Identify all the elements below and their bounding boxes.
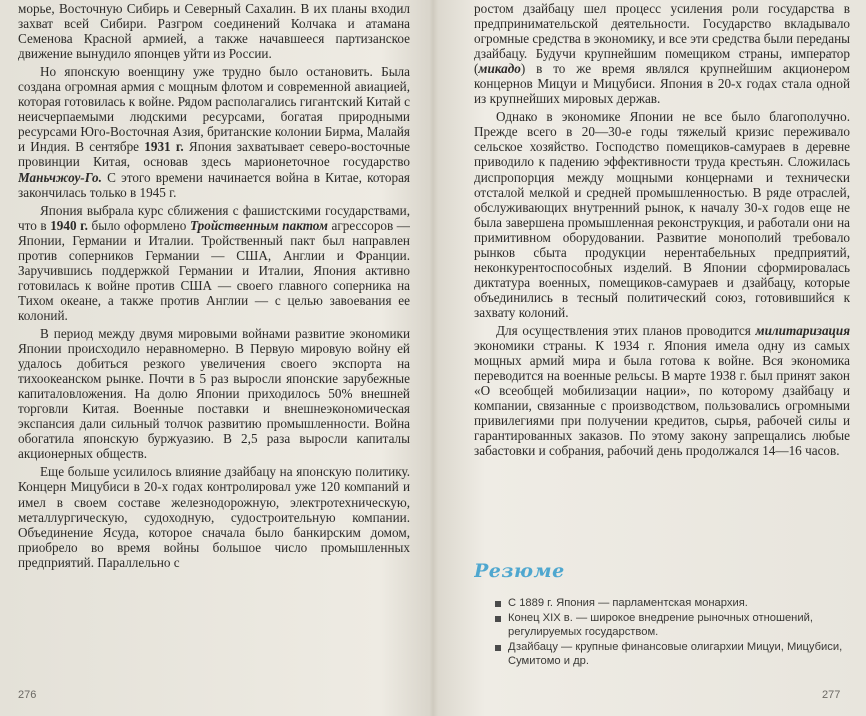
right-page bbox=[474, 0, 850, 716]
year-highlight: 1940 г. bbox=[50, 217, 88, 233]
paragraph: Япония выбрала курс сближения с фашистскими государствами, что в 1940 г. было оформлено Тройственным пактом агрессоров — Японии, Германии и Италии. Тройственный пакт был направлен против соперников Германии — США, Англии и Франции. Заручившись поддержкой Германии и Италии, Япония активно готовилась к войне против США — своего главного соперника на Тихом океане, а также против Англии — с целью завоевания ее колоний. bbox=[18, 202, 410, 323]
year-highlight: 1931 г. bbox=[144, 139, 184, 155]
resume-heading: Резюме bbox=[474, 560, 565, 582]
paragraph: Однако в экономике Японии не все было благополучно. Прежде всего в 20—30-е годы тяжелый кризис переживало сельское хозяйство. Господство помещиков-самураев в деревне приводило к падению эффективности труда крестьян. Сложилась диспропорция между мощными концернами и технически отсталой мелкой и средней промышленностью. В ряде отраслей, обслуживающих внутренний рынок, к началу 30-х годов еще не была завершена промышленная реконструкция, и работали они на примитивном оборудовании. Развитие монополий требовало рынков сбыта продукции нерентабельных предприятий, неконкурентоспособных изделий. В Японии сформировалась диктатура военных, помещиков-самураев и дзайбацу, которые объединились в тесный политический союз, готовившийся к захвату колоний. bbox=[474, 109, 850, 320]
page-number-left: 276 bbox=[18, 689, 37, 701]
paragraph: морье, Восточную Сибирь и Северный Сахалин. В их планы входил захват всей Сибири. Разгром соединений Колчака и атамана Семенова Красной армией, а также начавшееся партизанское движение вынудило японцев уйти из России. bbox=[18, 1, 410, 62]
resume-item: Конец XIX в. — широкое внедрение рыночных отношений, регулируемых государством. bbox=[494, 612, 844, 639]
paragraph: ростом дзайбацу шел процесс усиления роли государства в предпринимательской деятельности. Государство вкладывало огромные средства в экономику, и все эти средства были переданы дзайбацу. Будучи крупнейшим помещиком страны, император (микадо) в то же время являлся крупнейшим акционером концернов Мицуи и Мицубиси. Япония в 20-х годах стала одной из крупнейших мировых держав. bbox=[474, 1, 850, 107]
paragraph: В период между двумя мировыми войнами развитие экономики Японии происходило неравномерно. В Первую мировую войну ей удалось добиться резкого увеличения своего экспорта на тихоокеанском рынке. Почти в 5 раз выросли японские зарубежные капиталовложения. На долю Японии приходилось 50% внешней торговли Китая. Военные поставки и внешнеэкономическая экспансия дали сильный толчок развитию промышленности. Война обогатила японскую буржуазию. В 2,5 раза выросли капиталы акционерных обществ. bbox=[18, 325, 410, 462]
term-highlight: микадо bbox=[478, 61, 521, 77]
left-page bbox=[18, 0, 410, 716]
page-number-right: 277 bbox=[822, 689, 841, 701]
term-highlight: милитаризация bbox=[755, 322, 850, 338]
paragraph: Для осуществления этих планов проводится милитаризация экономики страны. К 1934 г. Япония имела одну из самых мощных армий мира и была готова к войне. Вся экономика переводится на военные рельсы. В марте 1938 г. был принят закон «О всеобщей мобилизации нации», по которому дзайбацу и компании, связанные с производством, пользовались огромными привилегиями при получении кредитов, сырья, рабочей силы и гарантированных заказов. По этому закону запрещались любые забастовки и собрания, рабочий день продолжался 14—16 часов. bbox=[474, 322, 850, 459]
right-page-text bbox=[474, 1, 850, 458]
left-page-text bbox=[18, 1, 410, 570]
resume-item: Дзайбацу — крупные финансовые олигархии Мицуи, Мицубиси, Сумитомо и др. bbox=[494, 641, 844, 668]
resume-item: С 1889 г. Япония — парламентская монархия. bbox=[494, 597, 844, 610]
term-highlight: Тройственным пактом bbox=[189, 217, 328, 233]
term-highlight: Маньчжоу-Го. bbox=[18, 169, 102, 185]
paragraph: Еще больше усилилось влияние дзайбацу на японскую политику. Концерн Мицубиси в 20-х годах контролировал уже 120 компаний и имел в своем составе железнодорожную, электротехническую, металлургическую, судоходную, судостроительную компании. Объединение Ясуда, которое сначала было банкирским домом, приобрело во время войны большое число промышленных предприятий. Параллельно с bbox=[18, 464, 410, 570]
resume-list bbox=[494, 597, 844, 670]
paragraph: Но японскую военщину уже трудно было остановить. Была создана огромная армия с мощным флотом и современной авиацией, которая готовилась к войне. Рядом располагались гигантский Китай с неисчерпаемыми людскими ресурсами, богатая природными ресурсами Юго-Восточная Азия, британские колонии Бирма, Малайя и Индия. В сентябре 1931 г. Япония захватывает северо-восточные провинции Китая, основав здесь марионеточное государство Маньчжоу-Го. С этого времени начинается война в Китае, которая закончилась только в 1945 г. bbox=[18, 64, 410, 200]
